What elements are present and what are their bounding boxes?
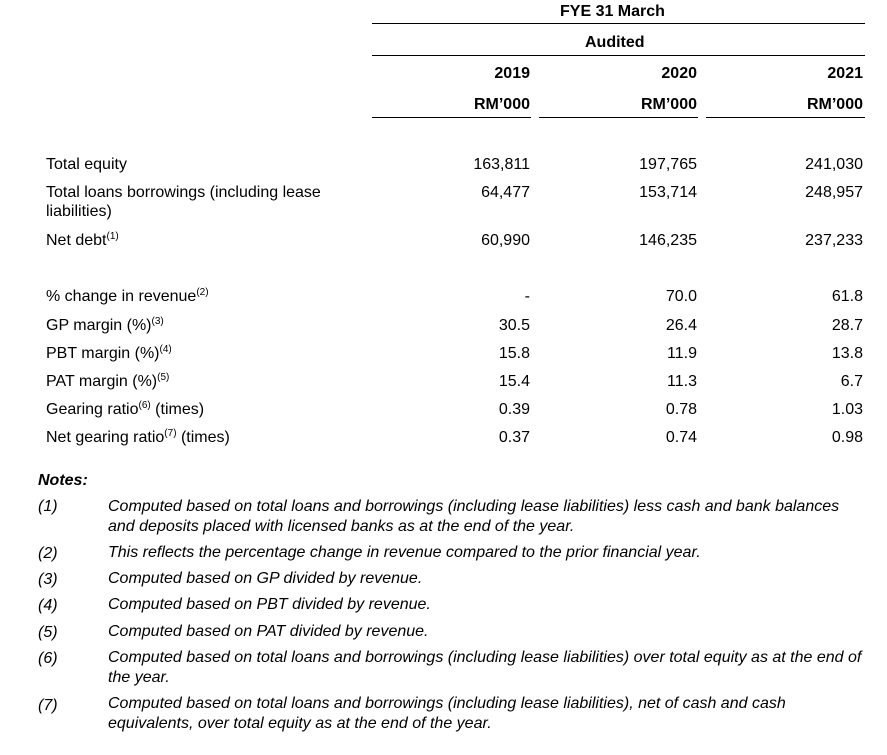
value-2019: 0.39 [498,401,530,418]
note-number: (2) [38,545,58,562]
value-2020: 146,235 [639,232,697,249]
note-number: (4) [38,597,58,614]
value-2021: 0.98 [831,429,863,446]
note-number: (3) [38,571,58,588]
row-label-total-loans-cont: liabilities) [46,203,112,220]
row-label-gearing-ratio: Gearing ratio$^{(6)}$ (times) [46,400,205,418]
footnote-ref: (3) [151,316,164,327]
row-label-net-debt: Net debt$^{(1)}$ [46,231,119,249]
note-text: Computed based on GP divided by revenue. [108,570,423,587]
value-2020: 26.4 [665,317,697,334]
note-number: (1) [38,498,58,515]
value-2021: 13.8 [831,345,863,362]
value-2021: 28.7 [831,317,863,334]
value-2021: 237,233 [805,232,863,249]
value-2019: 163,811 [473,156,530,173]
value-2019: 0.37 [498,429,530,446]
footnote-ref: (5) [157,372,170,383]
value-2019: 15.4 [498,373,530,390]
note-number: (5) [38,624,58,641]
col-rule-2020 [539,117,698,118]
row-label-pat-margin: PAT margin (%)$^{(5)}$ [46,372,170,390]
year-2020-header: 2020 [661,65,697,82]
value-2019: - [524,288,530,305]
note-text: Computed based on PBT divided by revenue. [108,596,431,613]
value-2019: 30.5 [498,317,530,334]
value-2020: 11.9 [667,345,697,362]
note-text: Computed based on total loans and borrowings (including lease liabilities) over total equity as at the end of the year. [108,649,862,686]
row-label-revenue-change: % change in revenue$^{(2)}$ [46,287,209,305]
value-2021: 6.7 [840,373,863,390]
period-heading: FYE 31 March [560,3,665,20]
row-label-total-equity: Total equity [46,156,127,173]
value-2020: 70.0 [665,288,697,305]
audited-heading: Audited [585,34,645,51]
notes-title: Notes: [38,472,88,489]
value-2020: 0.78 [665,401,697,418]
value-2021: 1.03 [831,401,863,418]
footnote-ref: (1) [106,231,119,242]
footnote-ref: (6) [138,400,151,411]
value-2020: 197,765 [639,156,697,173]
value-2020: 153,714 [639,184,697,201]
value-2020: 11.3 [667,373,697,390]
year-2019-header: 2019 [494,65,530,82]
row-label-pbt-margin: PBT margin (%)$^{(4)}$ [46,344,172,362]
note-text: Computed based on total loans and borrowings (including lease liabilities), net of cash and cash equivalents, over total equity as at the end of the year. [108,695,786,732]
note-number: (7) [38,697,58,714]
col-rule-2019 [372,117,531,118]
note-text: Computed based on PAT divided by revenue. [108,623,429,640]
footnote-ref: (4) [159,344,172,355]
note-text: Computed based on total loans and borrowings (including lease liabilities) less cash and bank balances and deposits placed with licensed banks as at the end of the year. [108,498,840,535]
value-2021: 241,030 [805,156,863,173]
year-2021-header: 2021 [827,65,863,82]
note-text: This reflects the percentage change in revenue compared to the prior financial year. [108,544,701,561]
note-number: (6) [38,650,58,667]
value-2021: 61.8 [831,288,863,305]
value-2020: 0.74 [665,429,697,446]
footnote-ref: (2) [196,287,209,298]
value-2019: 15.8 [498,345,530,362]
header-rule-top [372,23,865,24]
value-2019: 60,990 [481,232,530,249]
unit-header-2021: RM’000 [806,96,863,113]
unit-header-2019: RM’000 [473,96,530,113]
row-label-total-loans: Total loans borrowings (including lease [46,184,321,201]
value-2021: 248,957 [805,184,863,201]
unit-header-2020: RM’000 [640,96,697,113]
footnote-ref: (7) [164,428,177,439]
col-rule-2021 [706,117,865,118]
row-label-gp-margin: GP margin (%)$^{(3)}$ [46,316,164,334]
value-2019: 64,477 [481,184,530,201]
header-rule-mid [372,55,865,56]
row-label-net-gearing-ratio: Net gearing ratio$^{(7)}$ (times) [46,428,230,446]
